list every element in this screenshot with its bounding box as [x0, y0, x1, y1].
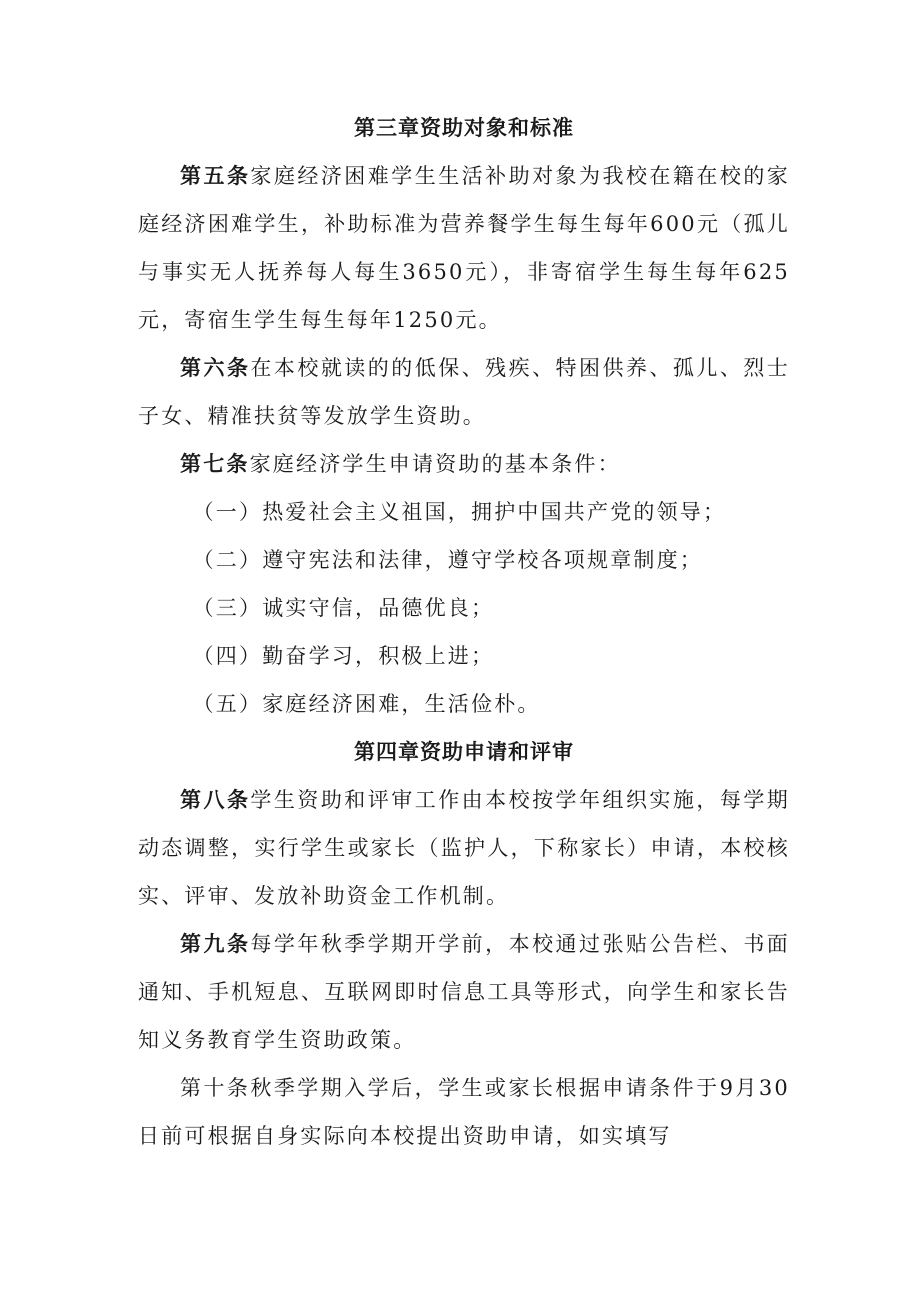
article-6-label: 第六条	[180, 355, 251, 380]
article-7-text: 家庭经济学生申请资助的基本条件：	[249, 452, 621, 476]
article-8-text: 学生资助和评审工作由本校按学年组织实施，每学期动态调整，实行学生或家长（监护人，下称家长）申请，本校核实、评审、发放补助资金工作机制。	[138, 788, 790, 908]
article-7-item-3: （三）诚实守信，品德优良；	[192, 596, 495, 620]
chapter-3-title: 第三章资助对象和标准	[354, 115, 574, 140]
article-7-label: 第七条	[180, 451, 250, 476]
article-8	[138, 776, 790, 920]
article-7-item-5: （五）家庭经济困难，生活俭朴。	[192, 692, 541, 716]
article-10: 第十条秋季学期入学后，学生或家长根据申请条件于9月30日前可根据自身实际向本校提出资助申请，如实填写	[138, 1076, 790, 1148]
chapter-4-title: 第四章资助申请和评审	[354, 739, 574, 764]
article-9-label: 第九条	[180, 931, 251, 956]
article-7-item-1: （一）热爱社会主义祖国，拥护中国共产党的领导；	[192, 500, 727, 524]
document-page	[138, 104, 790, 1160]
article-9	[138, 920, 790, 1064]
article-6-text: 在本校就读的的低保、残疾、特困供养、孤儿、烈士子女、精准扶贫等发放学生资助。	[138, 356, 790, 428]
article-9-text: 每学年秋季学期开学前，本校通过张贴公告栏、书面通知、手机短息、互联网即时信息工具等形式，向学生和家长告知义务教育学生资助政策。	[138, 932, 790, 1052]
article-5-label: 第五条	[180, 163, 251, 188]
article-7-item-2: （二）遵守宪法和法律，遵守学校各项规章制度；	[192, 548, 703, 572]
article-6	[138, 344, 790, 440]
article-8-label: 第八条	[180, 787, 251, 812]
article-5	[138, 152, 790, 344]
article-5-text: 家庭经济困难学生生活补助对象为我校在籍在校的家庭经济困难学生，补助标准为营养餐学生每生每年600元（孤儿与事实无人抚养每人每生3650元），非寄宿学生每生每年625元，寄宿生学生每生每年1250元。	[138, 164, 790, 332]
article-7-item-4: （四）勤奋学习，积极上进；	[192, 644, 495, 668]
article-7	[138, 440, 790, 488]
